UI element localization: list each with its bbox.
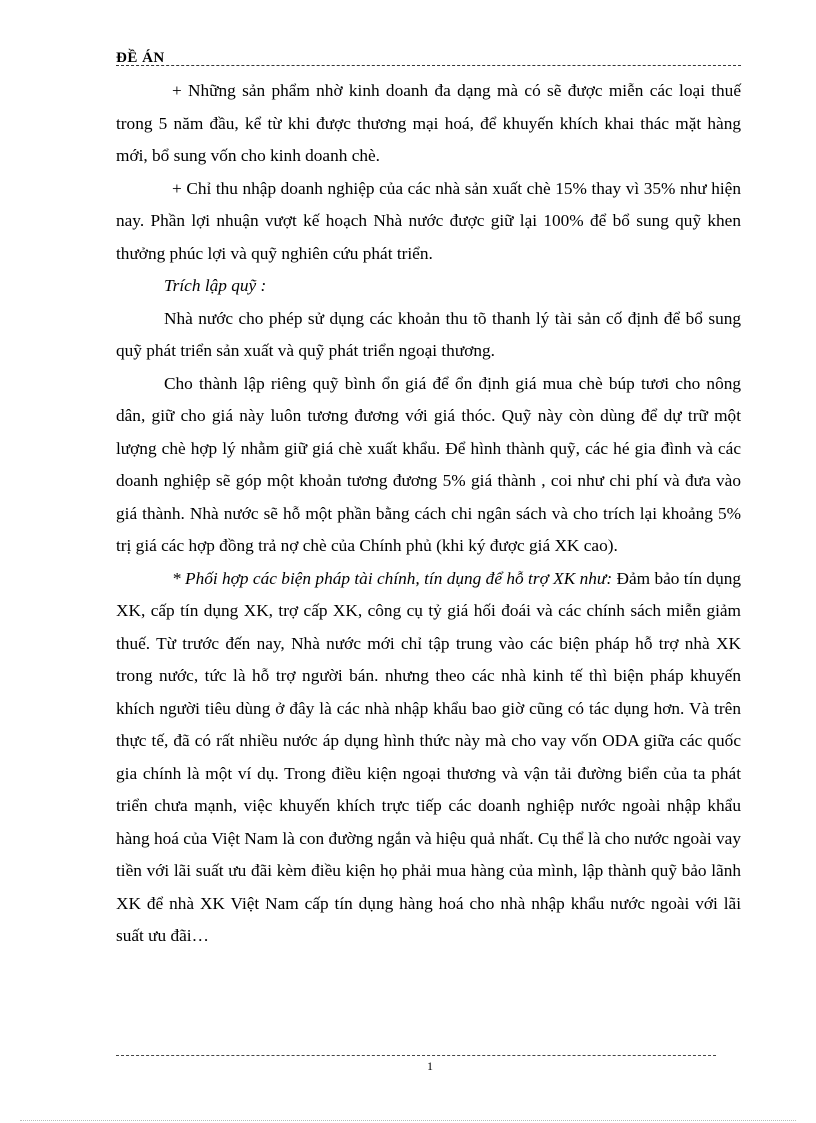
section-heading-fund: Trích lập quỹ : <box>164 276 267 295</box>
footer-divider <box>116 1055 716 1056</box>
document-header-title: ĐỀ ÁN <box>116 50 165 66</box>
page-bottom-border <box>20 1120 796 1121</box>
paragraph-price-stabilization-fund: Cho thành lập riêng quỹ bình ổn giá để ổn định giá mua chè búp tươi cho nông dân, giữ cho giá này luôn tương đương với giá thóc. Quỹ này còn dùng để dự trữ một lượng chè hợp lý nhằm giữ giá chè xuất khẩu. Để hình thành quỹ, các hé gia đình và các doanh nghiệp sẽ góp một khoản tương đương 5% giá thành , coi như chi phí và đưa vào giá thành. Nhà nước sẽ hỗ một phần bằng cách chi ngân sách và cho trích lại khoảng 5% trị giá các hợp đồng trả nợ chè của Chính phủ (khi ký được giá XK cao). <box>116 373 741 555</box>
paragraph-income-tax: + Chỉ thu nhập doanh nghiệp của các nhà sản xuất chè 15% thay vì 35% như hiện nay. Phần lợi nhuận vượt kế hoạch Nhà nước được giữ lại 100% để bổ sung quỹ khen thưởng phúc lợi và quỹ nghiên cứu phát triển. <box>116 178 741 263</box>
paragraph-financial-measures <box>116 563 741 953</box>
paragraph-tax-exemption: + Những sản phẩm nhờ kinh doanh đa dạng mà có sẽ được miễn các loại thuế trong 5 năm đầu, kể từ khi được thương mại hoá, để khuyến khích khai thác mặt hàng mới, bổ sung vốn cho kinh doanh chè. <box>116 81 741 165</box>
paragraph-fund-sources: Nhà nước cho phép sử dụng các khoản thu tõ thanh lý tài sản cố định để bổ sung quỹ phát triển sản xuất và quỹ phát triển ngoại thương. <box>116 308 741 360</box>
paragraph-lead-italic: * Phối hợp các biện pháp tài chính, tín dụng để hỗ trợ XK như: <box>172 568 613 588</box>
document-body <box>116 75 741 953</box>
paragraph-body-text: Đảm bảo tín dụng XK, cấp tín dụng XK, trợ cấp XK, công cụ tỷ giá hối đoái và các chính sách miễn giảm thuế. Từ trước đến nay, Nhà nước mới chỉ tập trung vào các biện pháp hỗ trợ nhà XK trong nước, tức là hỗ trợ người bán. nhưng theo các nhà kinh tế thì biện pháp khuyến khích người tiêu dùng ở đây là các nhà nhập khẩu bao giờ cũng có tác dụng hơn. Và trên thực tế, đã có rất nhiều nước áp dụng hình thức này mà cho vay vốn ODA giữa các quốc gia chính là một ví dụ. Trong điều kiện ngoại thương và vận tải đường biển của ta phát triển chưa mạnh, việc khuyến khích trực tiếp các doanh nghiệp nước ngoài nhập khẩu hàng hoá của Việt Nam là con đường ngắn và hiệu quả nhất. Cụ thể là cho nước ngoài vay tiền với lãi suất ưu đãi kèm điều kiện họ phải mua hàng của mình, lập thành quỹ bảo lãnh XK để nhà XK Việt Nam cấp tín dụng hàng hoá cho nhà nhập khẩu nước ngoài với lãi suất ưu đãi… <box>116 568 741 945</box>
page-number: 1 <box>427 1059 433 1073</box>
header-divider <box>116 65 741 66</box>
